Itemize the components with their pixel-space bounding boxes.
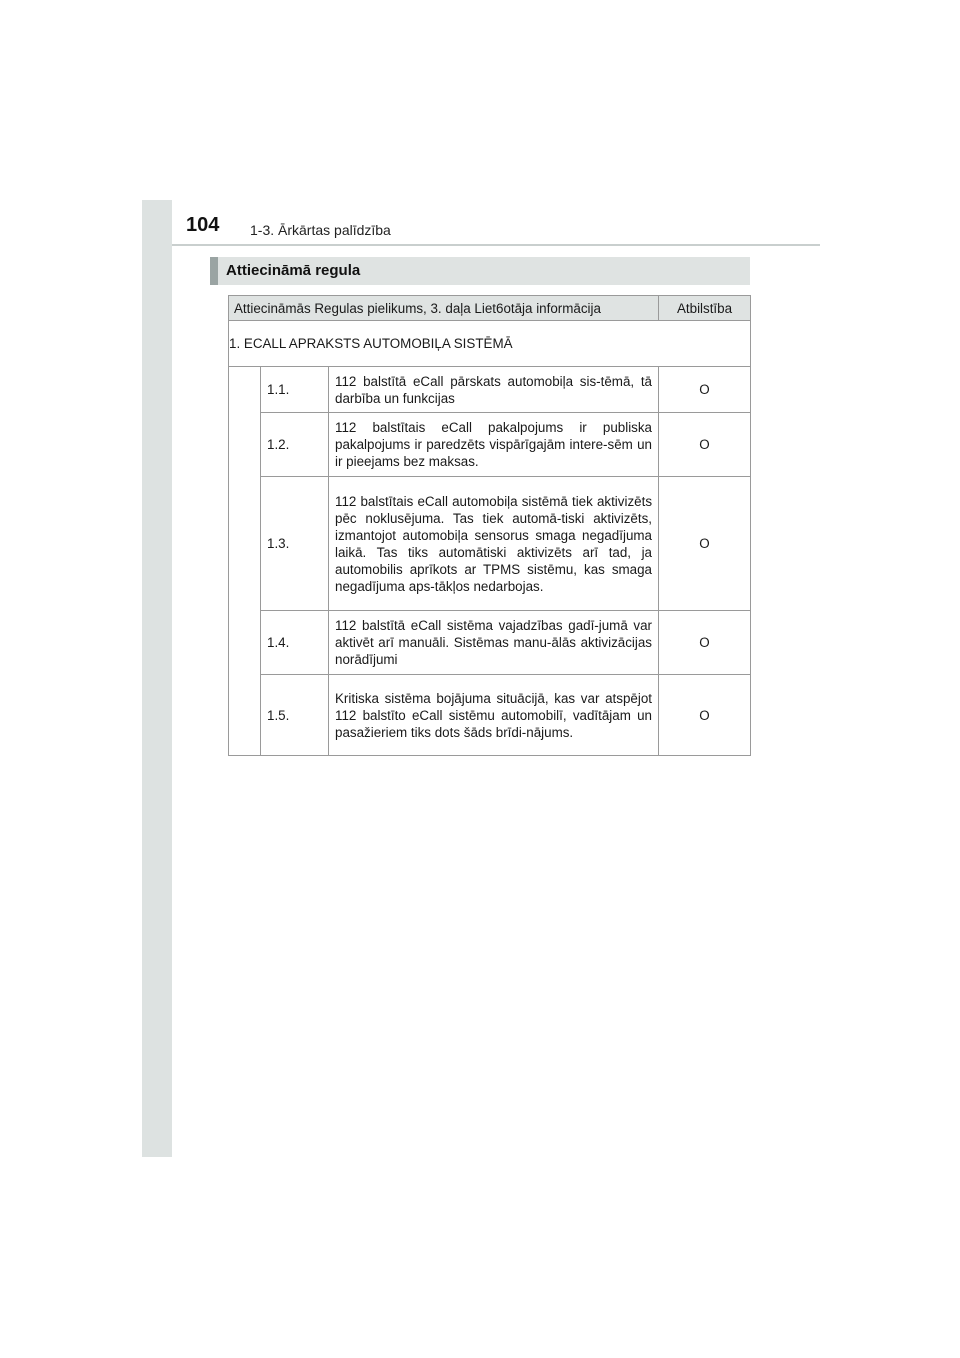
row-status: O xyxy=(659,675,751,756)
row-text: 112 balstītais eCall automobiļa sistēmā tiek aktivizēts pēc noklusējuma. Tas tiek automā-tiski aktivizēts, izmantojot automobiļa sensorus smaga negadījuma laikā. Tas tiks automātiski aktivizēts arī tad, ja automobilis aprīkots ar TPMS sistēmu, kas smaga negadījuma aps-tākļos nedarbojas. xyxy=(329,477,659,611)
section-heading xyxy=(210,257,750,285)
column-header-info: Attiecināmās Regulas pielikums, 3. daļa Liet6otāja informācija xyxy=(229,296,659,321)
page-number: 104 xyxy=(186,214,220,236)
table-group-row xyxy=(229,321,751,367)
group-label: 1. ECALL APRAKSTS AUTOMOBIĻA SISTĒMĀ xyxy=(229,321,751,367)
column-header-status: Atbilstība xyxy=(659,296,751,321)
table-row xyxy=(229,477,751,611)
row-code: 1.3. xyxy=(261,477,329,611)
row-code: 1.1. xyxy=(261,367,329,413)
regulation-table xyxy=(228,295,751,756)
row-code: 1.2. xyxy=(261,413,329,477)
row-code: 1.4. xyxy=(261,611,329,675)
row-status: O xyxy=(659,477,751,611)
table-row xyxy=(229,413,751,477)
row-text: 112 balstītais eCall pakalpojums ir publiska pakalpojums ir paredzēts vispārīgajām intere-sēm un ir pieejams bez maksas. xyxy=(329,413,659,477)
section-title: 1-3. Ārkārtas palīdzība xyxy=(250,222,391,238)
row-text: Kritiska sistēma bojājuma situācijā, kas var atspējot 112 balstīto eCall sistēmu automobilī, vadītājam un pasažieriem tiks dots šāds brīdi-nājums. xyxy=(329,675,659,756)
table-row xyxy=(229,611,751,675)
row-status: O xyxy=(659,611,751,675)
row-status: O xyxy=(659,413,751,477)
row-code: 1.5. xyxy=(261,675,329,756)
table-header-row xyxy=(229,296,751,321)
section-heading-label: Attiecināmā regula xyxy=(226,262,361,279)
table-row xyxy=(229,675,751,756)
row-status: O xyxy=(659,367,751,413)
table-row xyxy=(229,367,751,413)
side-band xyxy=(142,200,172,1157)
indent-cell xyxy=(229,367,261,756)
row-text: 112 balstītā eCall sistēma vajadzības gadī-jumā var aktivēt arī manuāli. Sistēmas manu-ālās aktivizācijas norādījumi xyxy=(329,611,659,675)
row-text: 112 balstītā eCall pārskats automobiļa sis-tēmā, tā darbība un funkcijas xyxy=(329,367,659,413)
header-divider xyxy=(172,244,820,246)
